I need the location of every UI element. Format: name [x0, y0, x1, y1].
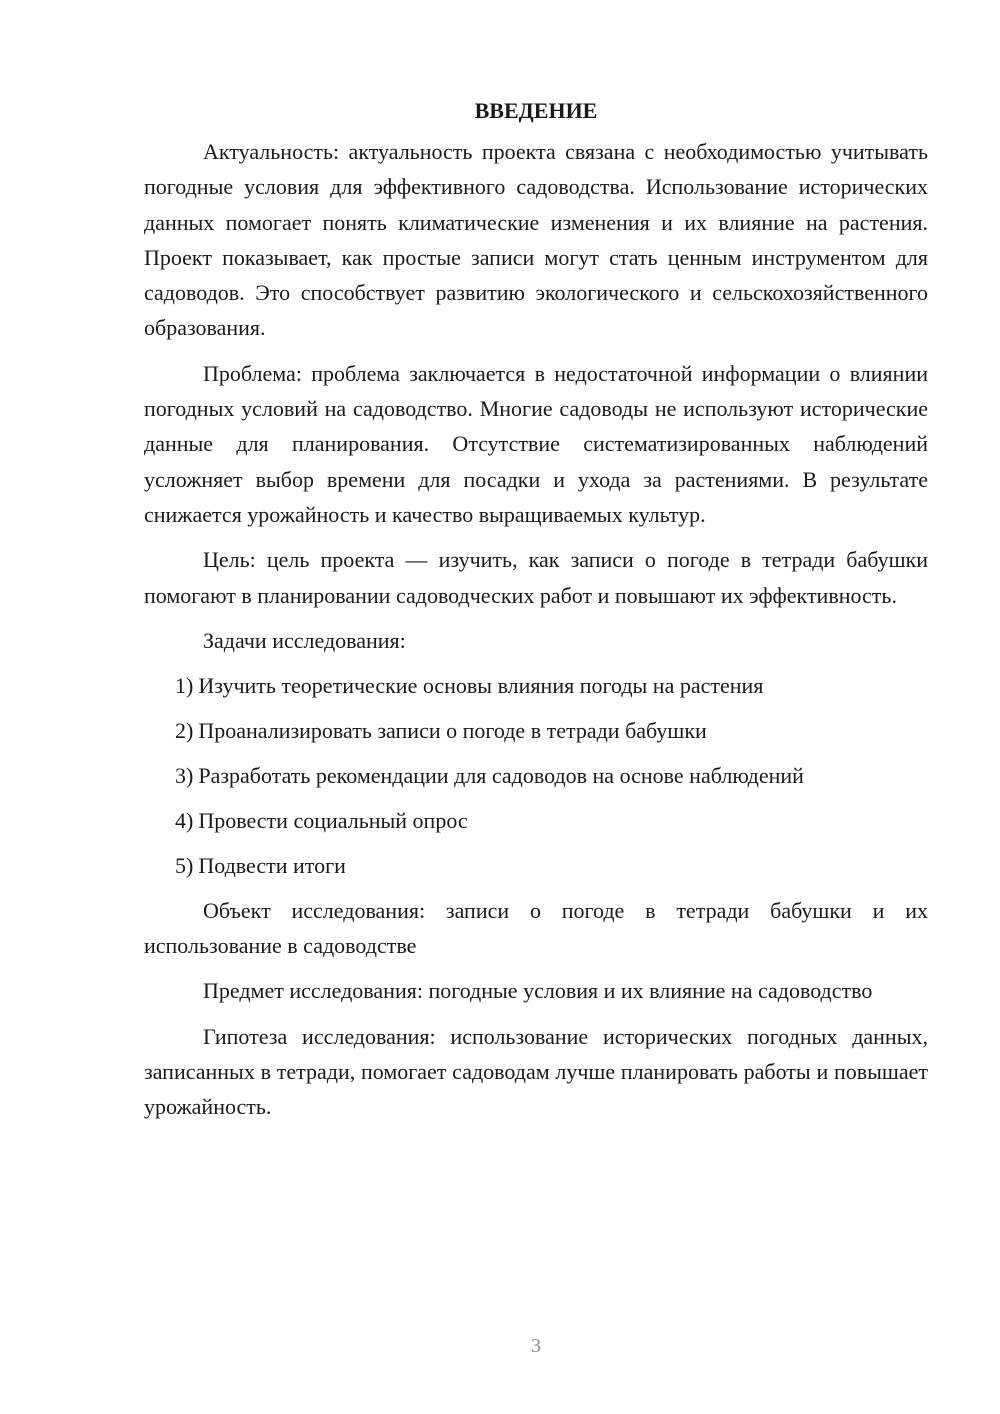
task-number: 4): [175, 807, 194, 833]
task-number: 3): [175, 762, 194, 788]
task-number: 2): [175, 717, 194, 743]
page-content: [144, 96, 928, 1135]
relevance-paragraph: Актуальность: актуальность проекта связана с необходимостью учитывать погодные условия для эффективного садоводства. Использование исторических данных помогает понять климатические изменения и их влияние на растения. Проект показывает, как простые записи могут стать ценным инструментом для садоводов. Это способствует развитию экологического и сельскохозяйственного образования.: [144, 139, 928, 341]
task-text: Проанализировать записи о погоде в тетради бабушки: [198, 717, 707, 743]
hypothesis-paragraph: Гипотеза исследования: использование исторических погодных данных, записанных в тетради, помогает садоводам лучше планировать работы и повышает урожайность.: [144, 1023, 928, 1120]
subject-paragraph: Предмет исследования: погодные условия и их влияние на садоводство: [203, 978, 873, 1004]
object-paragraph: Объект исследования: записи о погоде в тетради бабушки и их использование в садоводстве: [144, 897, 928, 959]
list-item: [144, 848, 928, 883]
list-item: [144, 803, 928, 838]
goal-paragraph: Цель: цель проекта — изучить, как записи о погоде в тетради бабушки помогают в планировании садоводческих работ и повышают их эффективность.: [144, 547, 928, 608]
list-item: [144, 758, 928, 793]
tasks-list: [144, 668, 928, 883]
task-number: 1): [175, 672, 194, 698]
problem-paragraph: Проблема: проблема заключается в недостаточной информации о влиянии погодных условий на садоводство. Многие садоводы не используют исторические данные для планирования. Отсутствие систематизированных наблюдений усложняет выбор времени для посадки и ухода за растениями. В результате снижается урожайность и качество выращиваемых культур.: [144, 360, 928, 527]
task-text: Провести социальный опрос: [198, 807, 468, 833]
task-text: Изучить теоретические основы влияния погоды на растения: [198, 672, 764, 698]
section-title: ВВЕДЕНИЕ: [474, 98, 598, 123]
page-number: 3: [531, 1335, 541, 1357]
tasks-heading: Задачи исследования:: [203, 627, 406, 653]
task-number: 5): [175, 852, 194, 878]
task-text: Подвести итоги: [198, 852, 346, 878]
list-item: [144, 713, 928, 748]
list-item: [144, 668, 928, 703]
task-text: Разработать рекомендации для садоводов на основе наблюдений: [198, 762, 804, 788]
